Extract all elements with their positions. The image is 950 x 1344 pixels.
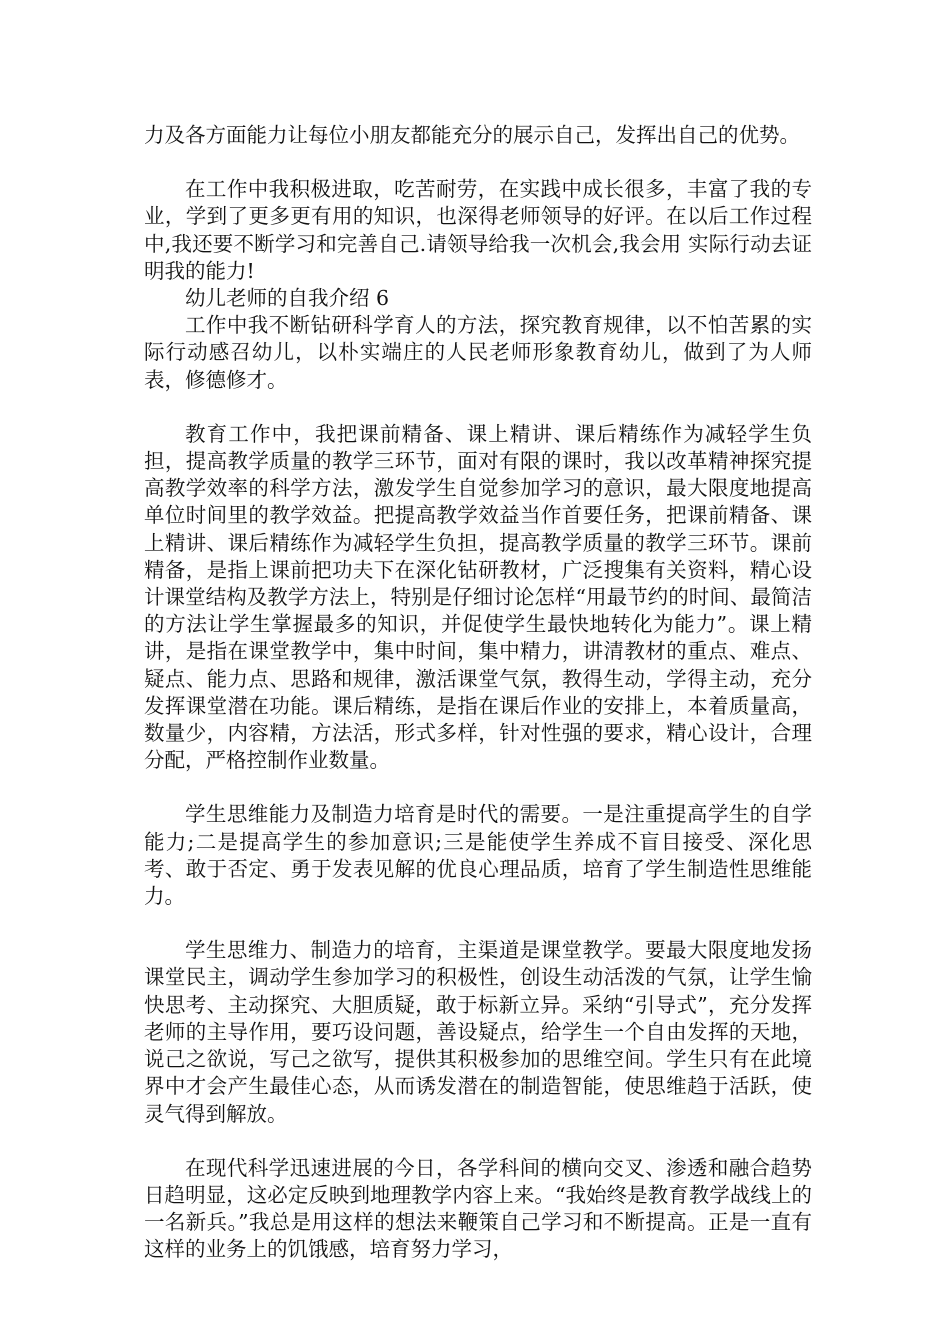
paragraph-teaching-methods: 工作中我不断钻研科学育人的方法，探究教育规律，以不怕苦累的实际行动感召幼儿，以朴实端庄的人民老师形象教育幼儿，做到了为人师表，修德修才。 [144, 313, 812, 392]
paragraph-modern-science: 在现代科学迅速进展的今日，各学科间的横向交叉、渗透和融合趋势日趋明显，这必定反映到地理教学内容上来。“我始终是教育教学战线上的一名新兵。”我总是用这样的想法来鞭策自己学习和不断提高。正是一直有这样的业务上的饥饿感，培育努力学习， [144, 1155, 812, 1262]
document-body [144, 122, 812, 1264]
paragraph-classroom-teaching: 学生思维力、制造力的培育，主渠道是课堂教学。要最大限度地发扬课堂民主，调动学生参加学习的积极性，创设生动活泼的气氛，让学生愉快思考、主动探究、大胆质疑，敢于标新立异。采纳“引导式”，充分发挥老师的主导作用，要巧设问题，善设疑点，给学生一个自由发挥的天地，说己之欲说，写己之欲写，提供其积极参加的思维空间。学生只有在此境界中才会产生最佳心态，从而诱发潜在的制造智能，使思维趋于活跃，使灵气得到解放。 [144, 938, 812, 1126]
section-heading: 幼儿老师的自我介绍 6 [185, 286, 390, 311]
paragraph-thinking-ability: 学生思维能力及制造力培育是时代的需要。一是注重提高学生的自学能力;二是提高学生的参加意识;三是能使学生养成不盲目接受、深化思考、敢于否定、勇于发表见解的优良心理品质，培育了学生制造性思维能力。 [144, 802, 812, 909]
paragraph-teaching-efficiency: 教育工作中，我把课前精备、课上精讲、课后精练作为减轻学生负担，提高教学质量的教学三环节，面对有限的课时，我以改革精神探究提高教学效率的科学方法，激发学生自觉参加学习的意识，最大限度地提高单位时间里的教学效益。把提高教学效益当作首要任务，把课前精备、课上精讲、课后精练作为减轻学生负担，提高教学质量的教学三环节。课前精备，是指上课前把功夫下在深化钻研教材，广泛搜集有关资料，精心设计课堂结构及教学方法上，特别是仔细讨论怎样“用最节约的时间、最简洁的方法让学生掌握最多的知识，并促使学生最快地转化为能力”。课上精讲，是指在课堂教学中，集中时间，集中精力，讲清教材的重点、难点、疑点、能力点、思路和规律，激活课堂气氛，教得生动，学得主动，充分发挥课堂潜在功能。课后精练，是指在课后作业的安排上，本着质量高，数量少，内容精，方法活，形式多样，针对性强的要求，精心设计，合理分配，严格控制作业数量。 [144, 421, 812, 773]
paragraph-continuation: 力及各方面能力让每位小朋友都能充分的展示自己，发挥出自己的优势。 [144, 123, 800, 147]
paragraph-work-attitude: 在工作中我积极进取，吃苦耐劳，在实践中成长很多，丰富了我的专业，学到了更多更有用的知识，也深得老师领导的好评。在以后工作过程中,我还要不断学习和完善自己.请领导给我一次机会,我会用 实际行动去证明我的能力! [144, 177, 812, 283]
